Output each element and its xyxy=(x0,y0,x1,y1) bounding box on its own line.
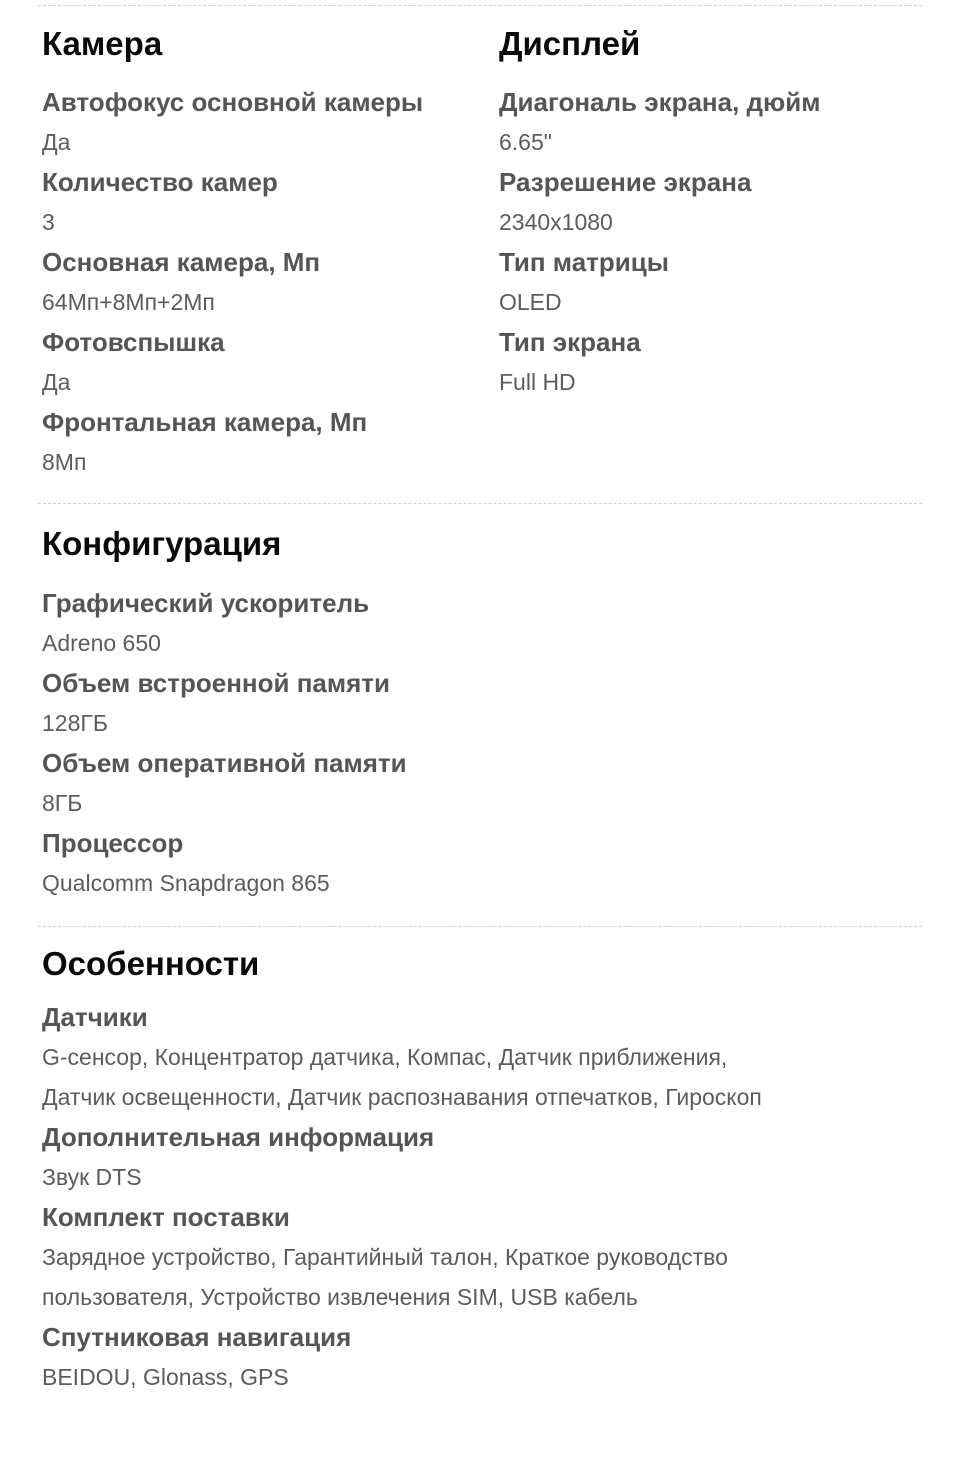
spec-item xyxy=(42,242,482,322)
spec-label: Диагональ экрана, дюйм xyxy=(499,87,821,117)
spec-label: Тип экрана xyxy=(499,327,641,357)
spec-value: BEIDOU, Glonass, GPS xyxy=(42,1364,289,1390)
section-title-camera: Камера xyxy=(42,25,163,62)
section-title-configuration: Конфигурация xyxy=(42,525,282,562)
spec-value: Звук DTS xyxy=(42,1164,142,1190)
spec-value: 3 xyxy=(42,209,55,235)
spec-item xyxy=(42,1317,922,1397)
spec-item xyxy=(42,1197,922,1317)
spec-item xyxy=(42,583,902,663)
spec-item xyxy=(42,1117,922,1197)
spec-item xyxy=(42,162,482,242)
spec-item xyxy=(42,322,482,402)
spec-label: Количество камер xyxy=(42,167,278,197)
spec-label: Датчики xyxy=(42,1002,148,1032)
spec-label: Основная камера, Мп xyxy=(42,247,321,277)
divider xyxy=(38,503,922,504)
spec-label: Фотовспышка xyxy=(42,327,225,357)
section-display xyxy=(499,24,919,402)
spec-item xyxy=(42,402,482,482)
spec-value: 8Мп xyxy=(42,449,87,475)
spec-label: Графический ускоритель xyxy=(42,588,370,618)
section-configuration xyxy=(42,524,902,903)
spec-value: 128ГБ xyxy=(42,710,108,736)
section-camera xyxy=(42,24,482,482)
spec-value: 2340x1080 xyxy=(499,209,613,235)
spec-label: Фронтальная камера, Мп xyxy=(42,407,368,437)
spec-item xyxy=(499,162,919,242)
spec-value: OLED xyxy=(499,289,562,315)
spec-label: Процессор xyxy=(42,828,184,858)
spec-label: Тип матрицы xyxy=(499,247,669,277)
section-title-features: Особенности xyxy=(42,945,260,982)
spec-value: 6.65" xyxy=(499,129,552,155)
spec-value: G-сенсор, Концентратор датчика, Компас, Датчик приближения, Датчик освещенности, Датчик распознавания отпечатков, Гироскоп xyxy=(42,1044,762,1110)
spec-item xyxy=(499,82,919,162)
spec-label: Дополнительная информация xyxy=(42,1122,435,1152)
spec-label: Объем встроенной памяти xyxy=(42,668,391,698)
spec-label: Комплект поставки xyxy=(42,1202,290,1232)
spec-item xyxy=(499,242,919,322)
divider xyxy=(38,926,922,927)
spec-value: Да xyxy=(42,369,71,395)
spec-value: Qualcomm Snapdragon 865 xyxy=(42,870,330,896)
spec-label: Разрешение экрана xyxy=(499,167,752,197)
spec-item xyxy=(42,743,902,823)
spec-label: Объем оперативной памяти xyxy=(42,748,407,778)
spec-value: Adreno 650 xyxy=(42,630,161,656)
spec-item xyxy=(42,823,902,903)
spec-item xyxy=(42,663,902,743)
spec-value: 8ГБ xyxy=(42,790,83,816)
section-features xyxy=(42,944,922,1397)
spec-value: 64Мп+8Мп+2Мп xyxy=(42,289,215,315)
section-title-display: Дисплей xyxy=(499,25,641,62)
spec-item xyxy=(42,997,922,1117)
divider xyxy=(38,5,922,6)
spec-label: Автофокус основной камеры xyxy=(42,87,424,117)
spec-item xyxy=(42,82,482,162)
spec-item xyxy=(499,322,919,402)
spec-value: Зарядное устройство, Гарантийный талон, Краткое руководство пользователя, Устройство извлечения SIM, USB кабель xyxy=(42,1244,728,1310)
spec-value: Full HD xyxy=(499,369,576,395)
spec-label: Спутниковая навигация xyxy=(42,1322,352,1352)
spec-value: Да xyxy=(42,129,71,155)
